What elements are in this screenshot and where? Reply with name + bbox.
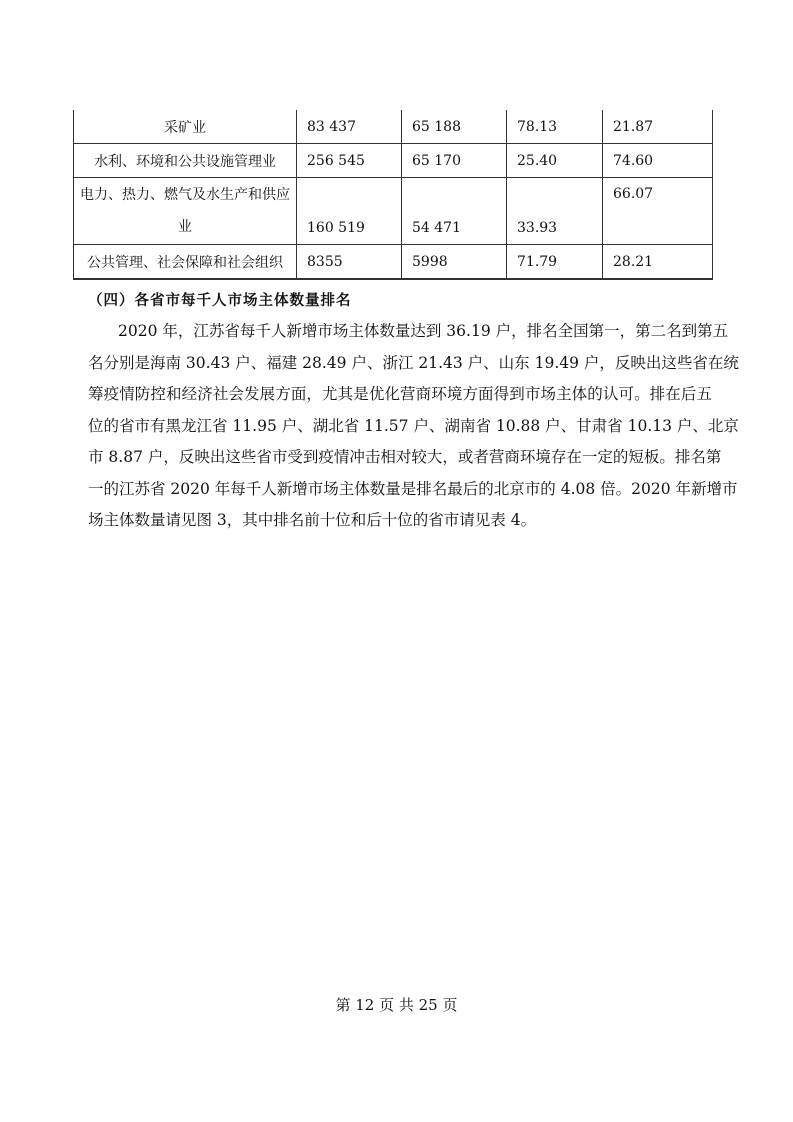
value: 54 471 [412,220,461,236]
industry-table [73,110,713,280]
value: 66.07 [613,186,654,202]
table-row [74,110,713,144]
paragraph-line: 市 8.87 户，反映出这些省市受到疫情冲击相对较大，或者营商环境存在一定的短板。排名第 [88,448,722,466]
table-row [74,144,713,178]
value-cell [402,178,507,245]
value-cell [507,178,603,245]
industry-cell: 公共管理、社会保障和社会组织 [74,245,297,280]
page-number-footer: 第 12 页 共 25 页 [335,996,458,1014]
value-cell: 21.87 [603,110,713,144]
value-cell [603,178,713,245]
paragraph-line: 位的省市有黑龙江省 11.95 户、湖北省 11.57 户、湖南省 10.88 户、甘肃省 10.13 户、北京 [88,416,739,435]
value-cell [297,178,402,245]
value-cell: 28.21 [603,245,713,280]
value-cell: 78.13 [507,110,603,144]
paragraph-line: 筹疫情防控和经济社会发展方面，尤其是优化营商环境方面得到市场主体的认可。排在后五 [88,385,712,403]
value-cell: 5998 [402,245,507,280]
paragraph-line: 一的江苏省 2020 年每千人新增市场主体数量是排名最后的北京市的 4.08 倍。2020 年新增市 [88,479,738,498]
industry-cell: 水利、环境和公共设施管理业 [74,144,297,178]
value: 33.93 [517,220,558,236]
industry-cell: 采矿业 [74,110,297,144]
value-cell: 8355 [297,245,402,280]
table-row [74,245,713,280]
section-heading: （四）各省市每千人市场主体数量排名 [88,292,352,309]
industry-line: 业 [178,219,192,235]
value: 160 519 [307,220,365,236]
paragraph-line: 名分别是海南 30.43 户、福建 28.49 户、浙江 21.43 户、山东 19.49 户，反映出这些省在统 [88,353,739,372]
value-cell: 25.40 [507,144,603,178]
value-cell: 65 188 [402,110,507,144]
paragraph-line: 2020 年，江苏省每千人新增市场主体数量达到 36.19 户，排名全国第一，第二名到第五 [118,322,729,340]
value-cell: 83 437 [297,110,402,144]
value-cell: 74.60 [603,144,713,178]
table-row [74,178,713,245]
industry-line: 电力、热力、燃气及水生产和供应 [80,187,290,203]
industry-cell [74,178,297,245]
paragraph-line: 场主体数量请见图 3，其中排名前十位和后十位的省市请见表 4。 [88,511,537,529]
value-cell: 256 545 [297,144,402,178]
value-cell: 65 170 [402,144,507,178]
body-paragraph [88,316,739,537]
value-cell: 71.79 [507,245,603,280]
